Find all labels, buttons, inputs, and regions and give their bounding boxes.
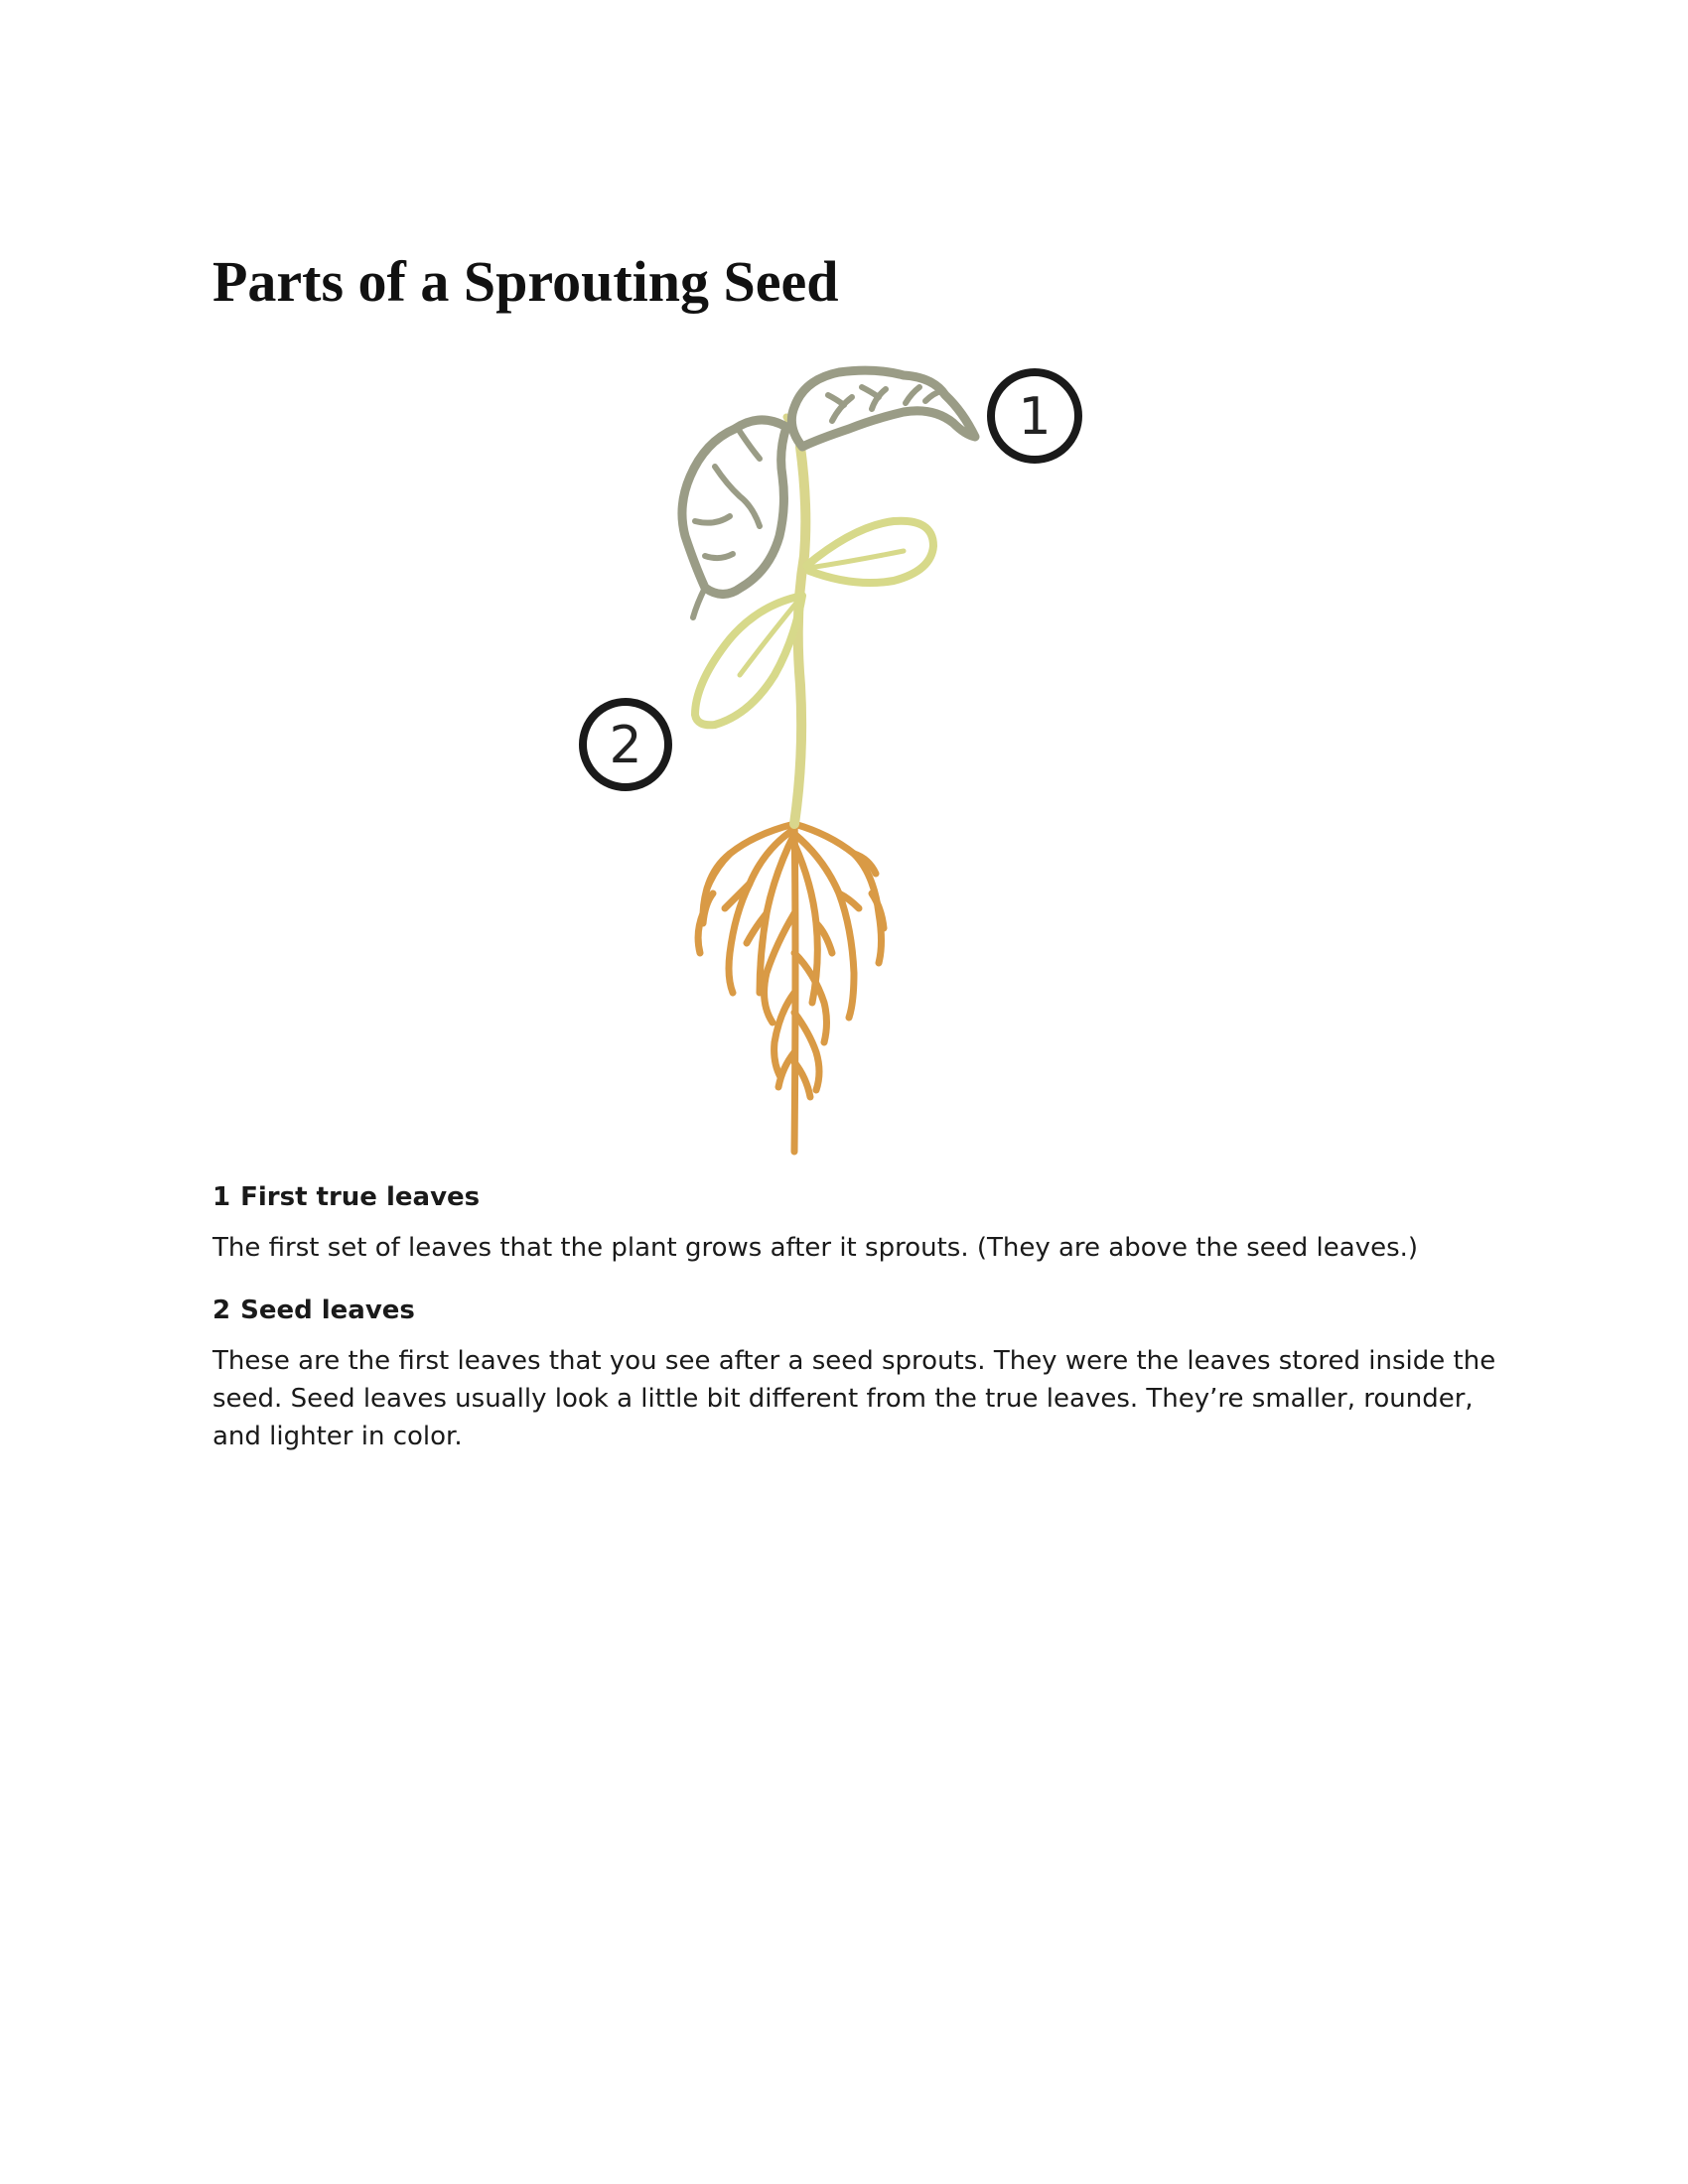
callout-1-number: 1: [1018, 387, 1052, 447]
legend-heading-text: Seed leaves: [240, 1295, 415, 1325]
roots: [698, 814, 884, 1152]
legend-item-seed-leaves: [212, 1295, 1503, 1455]
callout-2: [583, 702, 668, 787]
legend-number: 1: [212, 1182, 231, 1212]
seedling-illustration: [556, 357, 1132, 1171]
legend-heading-text: First true leaves: [240, 1182, 481, 1212]
seed-leaves: [695, 521, 933, 726]
legend-item-first-true-leaves: [212, 1181, 1503, 1267]
page-title: Parts of a Sprouting Seed: [212, 249, 839, 314]
callout-1: [991, 372, 1078, 460]
callout-2-number: 2: [609, 716, 642, 775]
legend-number: 2: [212, 1295, 231, 1325]
legend-description: The first set of leaves that the plant grows after it sprouts. (They are above the seed leaves.): [212, 1232, 1419, 1263]
legend-heading: [212, 1295, 1503, 1328]
legend-description: These are the first leaves that you see after a seed sprouts. They were the leaves stored inside the seed. Seed leaves usually look a little bit different from the true leaves. They’re smaller, rounder, and lighter in color.: [212, 1345, 1496, 1451]
sprouting-seed-diagram: [556, 357, 1132, 1171]
legend: [212, 1181, 1503, 1483]
legend-heading: [212, 1181, 1503, 1215]
